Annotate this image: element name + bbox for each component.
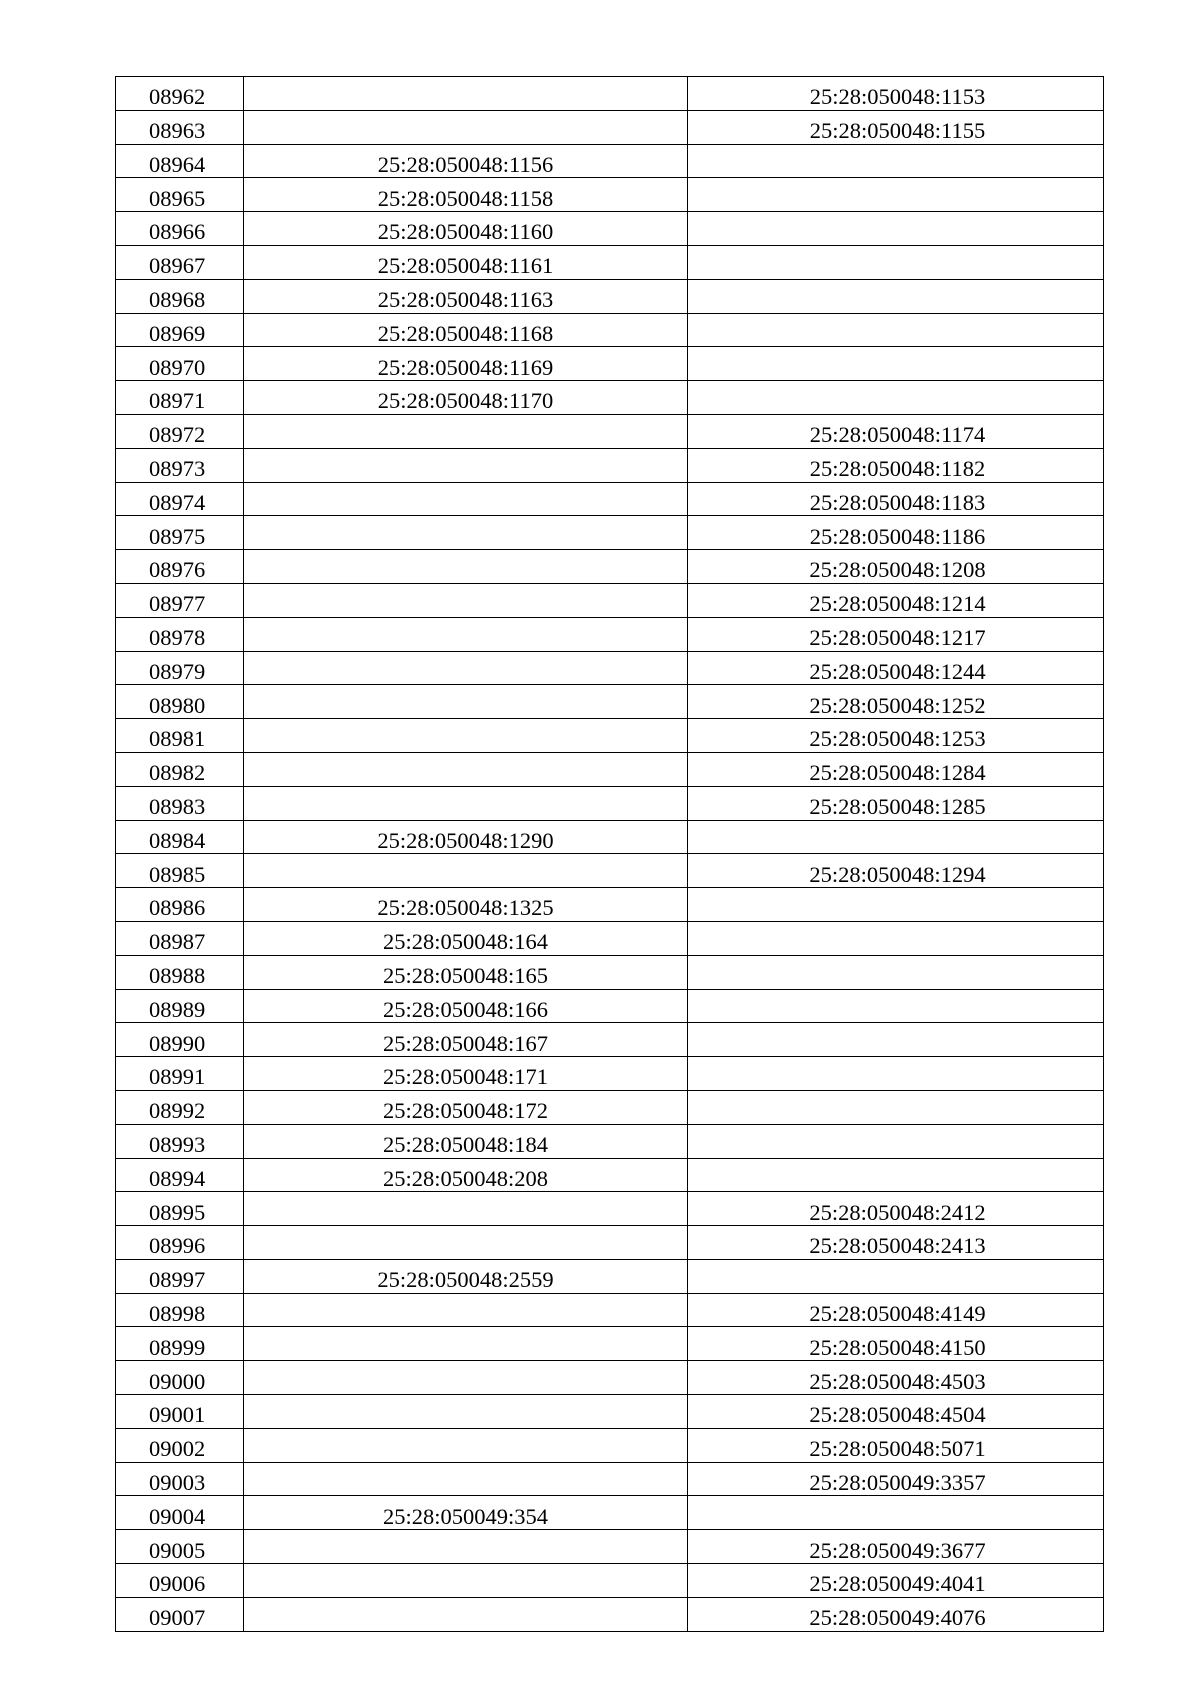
table-row <box>116 989 1104 1023</box>
row-number-cell: 08970 <box>116 347 244 381</box>
cadastral-number-cell-b <box>688 1090 1104 1124</box>
table-row <box>116 1023 1104 1057</box>
cadastral-number-cell-b: 25:28:050048:1244 <box>688 651 1104 685</box>
row-number-cell: 08979 <box>116 651 244 685</box>
cadastral-number-cell-a: 25:28:050049:354 <box>244 1496 688 1530</box>
row-number-cell: 08984 <box>116 820 244 854</box>
table-row <box>116 77 1104 111</box>
row-number-cell: 09007 <box>116 1597 244 1631</box>
cadastral-number-cell-a: 25:28:050048:1325 <box>244 888 688 922</box>
cadastral-number-cell-b <box>688 381 1104 415</box>
table-row <box>116 1395 1104 1429</box>
cadastral-number-cell-a <box>244 1226 688 1260</box>
row-number-cell: 09000 <box>116 1361 244 1395</box>
cadastral-number-cell-b: 25:28:050048:4149 <box>688 1293 1104 1327</box>
table-row <box>116 752 1104 786</box>
table-row <box>116 617 1104 651</box>
table-body <box>116 77 1104 1632</box>
cadastral-number-cell-b: 25:28:050049:3677 <box>688 1530 1104 1564</box>
cadastral-number-cell-b: 25:28:050048:1155 <box>688 110 1104 144</box>
table-row <box>116 448 1104 482</box>
row-number-cell: 08974 <box>116 482 244 516</box>
cadastral-number-cell-a: 25:28:050048:1158 <box>244 178 688 212</box>
table-row <box>116 1192 1104 1226</box>
row-number-cell: 08982 <box>116 752 244 786</box>
cadastral-number-cell-b: 25:28:050048:1217 <box>688 617 1104 651</box>
row-number-cell: 08971 <box>116 381 244 415</box>
cadastral-number-cell-a <box>244 685 688 719</box>
cadastral-number-cell-b: 25:28:050048:1285 <box>688 786 1104 820</box>
table-row <box>116 854 1104 888</box>
cadastral-number-cell-b <box>688 178 1104 212</box>
row-number-cell: 08963 <box>116 110 244 144</box>
cadastral-number-cell-b: 25:28:050048:1284 <box>688 752 1104 786</box>
row-number-cell: 08987 <box>116 921 244 955</box>
cadastral-number-cell-b <box>688 1158 1104 1192</box>
cadastral-number-cell-b: 25:28:050048:1174 <box>688 414 1104 448</box>
cadastral-number-cell-a: 25:28:050048:1169 <box>244 347 688 381</box>
cadastral-number-cell-b: 25:28:050048:1214 <box>688 583 1104 617</box>
table-row <box>116 1597 1104 1631</box>
table-row <box>116 212 1104 246</box>
table-row <box>116 381 1104 415</box>
row-number-cell: 08983 <box>116 786 244 820</box>
cadastral-number-cell-a: 25:28:050048:1161 <box>244 245 688 279</box>
cadastral-number-cell-a <box>244 854 688 888</box>
row-number-cell: 09004 <box>116 1496 244 1530</box>
cadastral-number-cell-b: 25:28:050048:4150 <box>688 1327 1104 1361</box>
cadastral-number-cell-b <box>688 245 1104 279</box>
cadastral-number-cell-b: 25:28:050048:4503 <box>688 1361 1104 1395</box>
table-row <box>116 786 1104 820</box>
table-row <box>116 1057 1104 1091</box>
cadastral-number-cell-a <box>244 1462 688 1496</box>
row-number-cell: 08965 <box>116 178 244 212</box>
cadastral-number-cell-b <box>688 347 1104 381</box>
cadastral-number-cell-b <box>688 313 1104 347</box>
cadastral-number-cell-b: 25:28:050048:1208 <box>688 550 1104 584</box>
cadastral-number-cell-a <box>244 482 688 516</box>
table-row <box>116 550 1104 584</box>
table-row <box>116 1259 1104 1293</box>
table-row <box>116 1462 1104 1496</box>
cadastral-number-cell-a: 25:28:050048:1290 <box>244 820 688 854</box>
row-number-cell: 08993 <box>116 1124 244 1158</box>
table-row <box>116 921 1104 955</box>
row-number-cell: 08981 <box>116 719 244 753</box>
row-number-cell: 09001 <box>116 1395 244 1429</box>
table-row <box>116 144 1104 178</box>
cadastral-number-cell-a <box>244 1597 688 1631</box>
cadastral-number-cell-a <box>244 1361 688 1395</box>
cadastral-number-cell-a: 25:28:050048:166 <box>244 989 688 1023</box>
row-number-cell: 08977 <box>116 583 244 617</box>
table-row <box>116 1090 1104 1124</box>
cadastral-number-cell-b <box>688 1259 1104 1293</box>
row-number-cell: 08975 <box>116 516 244 550</box>
cadastral-number-cell-a: 25:28:050048:1170 <box>244 381 688 415</box>
cadastral-number-cell-a <box>244 110 688 144</box>
row-number-cell: 08996 <box>116 1226 244 1260</box>
cadastral-number-cell-a <box>244 1395 688 1429</box>
cadastral-number-cell-b: 25:28:050049:3357 <box>688 1462 1104 1496</box>
row-number-cell: 08989 <box>116 989 244 1023</box>
cadastral-number-cell-a <box>244 448 688 482</box>
table-row <box>116 1428 1104 1462</box>
table-row <box>116 279 1104 313</box>
cadastral-number-cell-b <box>688 1124 1104 1158</box>
cadastral-number-cell-b <box>688 921 1104 955</box>
cadastral-number-cell-a <box>244 414 688 448</box>
row-number-cell: 08980 <box>116 685 244 719</box>
cadastral-number-cell-a <box>244 651 688 685</box>
row-number-cell: 08973 <box>116 448 244 482</box>
cadastral-number-cell-b <box>688 820 1104 854</box>
cadastral-number-cell-a: 25:28:050048:172 <box>244 1090 688 1124</box>
cadastral-number-cell-a: 25:28:050048:171 <box>244 1057 688 1091</box>
cadastral-number-cell-b <box>688 888 1104 922</box>
row-number-cell: 08991 <box>116 1057 244 1091</box>
cadastral-number-cell-b: 25:28:050048:1294 <box>688 854 1104 888</box>
cadastral-number-cell-a <box>244 1564 688 1598</box>
row-number-cell: 08968 <box>116 279 244 313</box>
cadastral-number-cell-b: 25:28:050048:1186 <box>688 516 1104 550</box>
table-row <box>116 583 1104 617</box>
cadastral-number-cell-a <box>244 1293 688 1327</box>
cadastral-number-cell-a: 25:28:050048:1160 <box>244 212 688 246</box>
cadastral-number-cell-b <box>688 989 1104 1023</box>
row-number-cell: 09005 <box>116 1530 244 1564</box>
cadastral-number-cell-a <box>244 77 688 111</box>
row-number-cell: 08988 <box>116 955 244 989</box>
table-row <box>116 1530 1104 1564</box>
table-row <box>116 651 1104 685</box>
cadastral-number-cell-b: 25:28:050049:4041 <box>688 1564 1104 1598</box>
table-row <box>116 414 1104 448</box>
cadastral-number-cell-a <box>244 719 688 753</box>
row-number-cell: 08990 <box>116 1023 244 1057</box>
table-row <box>116 1226 1104 1260</box>
row-number-cell: 08976 <box>116 550 244 584</box>
row-number-cell: 08972 <box>116 414 244 448</box>
cadastral-number-cell-a <box>244 550 688 584</box>
table-row <box>116 245 1104 279</box>
table-row <box>116 719 1104 753</box>
row-number-cell: 08998 <box>116 1293 244 1327</box>
cadastral-number-cell-b: 25:28:050048:2412 <box>688 1192 1104 1226</box>
table-row <box>116 1293 1104 1327</box>
cadastral-number-cell-a: 25:28:050048:164 <box>244 921 688 955</box>
row-number-cell: 08997 <box>116 1259 244 1293</box>
cadastral-number-cell-a: 25:28:050048:165 <box>244 955 688 989</box>
cadastral-number-cell-a <box>244 583 688 617</box>
cadastral-number-cell-b: 25:28:050048:1183 <box>688 482 1104 516</box>
row-number-cell: 08967 <box>116 245 244 279</box>
row-number-cell: 08966 <box>116 212 244 246</box>
cadastral-number-cell-a <box>244 786 688 820</box>
table-row <box>116 110 1104 144</box>
cadastral-number-cell-b: 25:28:050048:5071 <box>688 1428 1104 1462</box>
cadastral-number-cell-a: 25:28:050048:1163 <box>244 279 688 313</box>
row-number-cell: 08985 <box>116 854 244 888</box>
cadastral-number-cell-b <box>688 1023 1104 1057</box>
table-row <box>116 313 1104 347</box>
cadastral-number-cell-a: 25:28:050048:1168 <box>244 313 688 347</box>
table-row <box>116 482 1104 516</box>
row-number-cell: 09003 <box>116 1462 244 1496</box>
cadastral-number-cell-a <box>244 1530 688 1564</box>
cadastral-number-cell-b <box>688 279 1104 313</box>
cadastral-number-cell-a <box>244 1192 688 1226</box>
table-row <box>116 1124 1104 1158</box>
cadastral-number-cell-b: 25:28:050048:1153 <box>688 77 1104 111</box>
row-number-cell: 08986 <box>116 888 244 922</box>
cadastral-number-cell-a: 25:28:050048:208 <box>244 1158 688 1192</box>
table-row <box>116 1496 1104 1530</box>
cadastral-number-cell-a: 25:28:050048:184 <box>244 1124 688 1158</box>
row-number-cell: 08978 <box>116 617 244 651</box>
row-number-cell: 08964 <box>116 144 244 178</box>
cadastral-number-cell-a: 25:28:050048:1156 <box>244 144 688 178</box>
table-row <box>116 347 1104 381</box>
cadastral-number-cell-b <box>688 955 1104 989</box>
cadastral-number-cell-a <box>244 752 688 786</box>
cadastral-number-cell-b <box>688 1057 1104 1091</box>
table-row <box>116 178 1104 212</box>
table-row <box>116 1158 1104 1192</box>
row-number-cell: 09002 <box>116 1428 244 1462</box>
row-number-cell: 08992 <box>116 1090 244 1124</box>
cadastral-number-cell-b <box>688 212 1104 246</box>
table-row <box>116 955 1104 989</box>
cadastral-number-cell-b: 25:28:050048:2413 <box>688 1226 1104 1260</box>
row-number-cell: 08995 <box>116 1192 244 1226</box>
row-number-cell: 08994 <box>116 1158 244 1192</box>
cadastral-number-cell-b <box>688 144 1104 178</box>
cadastral-number-cell-a <box>244 1428 688 1462</box>
table-row <box>116 516 1104 550</box>
table-row <box>116 820 1104 854</box>
row-number-cell: 09006 <box>116 1564 244 1598</box>
row-number-cell: 08962 <box>116 77 244 111</box>
cadastral-number-cell-b: 25:28:050048:1182 <box>688 448 1104 482</box>
table-row <box>116 1327 1104 1361</box>
table-row <box>116 1564 1104 1598</box>
cadastral-number-cell-a <box>244 617 688 651</box>
cadastral-number-cell-b: 25:28:050048:1253 <box>688 719 1104 753</box>
table-row <box>116 888 1104 922</box>
cadastral-number-cell-a: 25:28:050048:2559 <box>244 1259 688 1293</box>
cadastral-number-cell-a: 25:28:050048:167 <box>244 1023 688 1057</box>
row-number-cell: 08999 <box>116 1327 244 1361</box>
table-row <box>116 1361 1104 1395</box>
row-number-cell: 08969 <box>116 313 244 347</box>
cadastral-number-cell-b <box>688 1496 1104 1530</box>
cadastral-number-cell-b: 25:28:050049:4076 <box>688 1597 1104 1631</box>
cadastral-number-cell-b: 25:28:050048:1252 <box>688 685 1104 719</box>
cadastral-number-cell-b: 25:28:050048:4504 <box>688 1395 1104 1429</box>
cadastral-number-cell-a <box>244 1327 688 1361</box>
cadastral-number-cell-a <box>244 516 688 550</box>
cadastral-table <box>115 76 1104 1632</box>
table-row <box>116 685 1104 719</box>
